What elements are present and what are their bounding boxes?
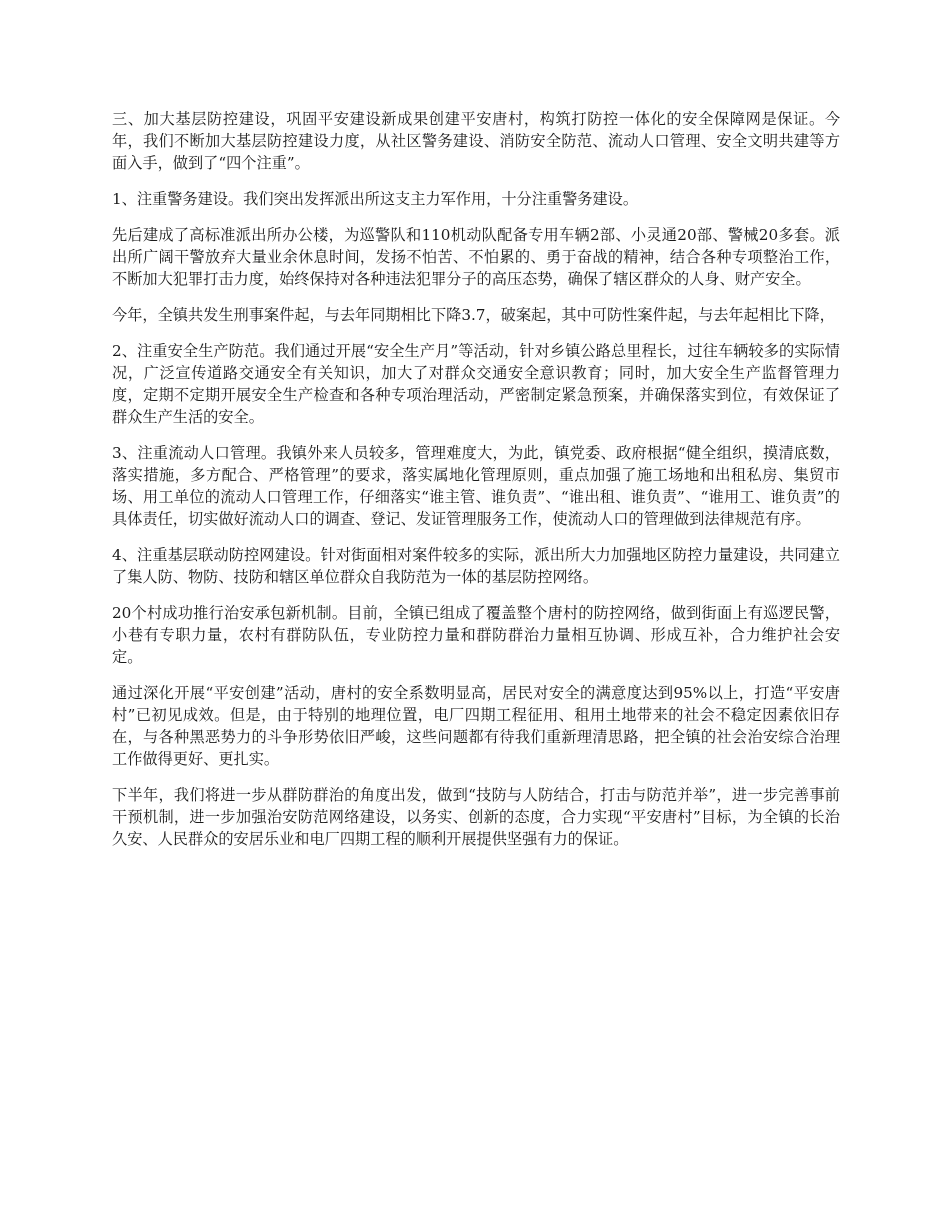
paragraph-safe-creation: 通过深化开展“平安创建”活动，唐村的安全系数明显高，居民对安全的满意度达到95%以上，打造“平安唐村”已初见成效。但是，由于特别的地理位置，电厂四期工程征用、租用土地带来的社会不稳定因素依旧存在，与各种黑恶势力的斗争形势依旧严峻，这些问题都有待我们重新理清思路，把全镇的社会治安综合治理工作做得更好、更扎实。 (112, 684, 840, 768)
paragraph-second-half-plan: 下半年，我们将进一步从群防群治的角度出发，做到“技防与人防结合，打击与防范并举”，进一步完善事前干预机制，进一步加强治安防范网络建设，以务实、创新的态度，合力实现“平安唐村”目标，为全镇的长治久安、人民群众的安居乐业和电厂四期工程的顺利开展提供坚强有力的保证。 (112, 786, 840, 848)
paragraph-police-building: 1、注重警务建设。我们突出发挥派出所这支主力军作用，十分注重警务建设。 (112, 190, 639, 208)
paragraph-floating-population: 3、注重流动人口管理。我镇外来人员较多，管理难度大，为此，镇党委、政府根据“健全组织，摸清底数，落实措施，多方配合、严格管理”的要求，落实属地化管理原则，重点加强了施工场地和出租私房、集贸市场、用工单位的流动人口管理工作，仔细落实“谁主管、谁负责”、“谁出租、谁负责”、“谁用工、谁负责”的具体责任，切实做好流动人口的调查、登记、发证管理服务工作，使流动人口的管理做到法律规范有序。 (112, 444, 840, 528)
paragraph-prevention-network: 4、注重基层联动防控网建设。针对街面相对案件较多的实际，派出所大力加强地区防控力量建设，共同建立了集人防、物防、技防和辖区单位群众自我防范为一体的基层防控网络。 (112, 546, 840, 586)
paragraph-case-stats: 今年，全镇共发生刑事案件起，与去年同期相比下降3.7，破案起，其中可防性案件起，与去年起相比下降， (112, 306, 835, 324)
paragraph-village-contract: 20个村成功推行治安承包新机制。目前，全镇已组成了覆盖整个唐村的防控网络，做到街面上有巡逻民警，小巷有专职力量，农村有群防队伍，专业防控力量和群防群治力量相互协调、形成互补，合力维护社会安定。 (112, 604, 840, 666)
paragraph-police-details: 先后建成了高标准派出所办公楼，为巡警队和110机动队配备专用车辆2部、小灵通20部、警械20多套。派出所广阔干警放弃大量业余休息时间，发扬不怕苦、不怕累的、勇于奋战的精神，结合各种专项整治工作，不断加大犯罪打击力度，始终保持对各种违法犯罪分子的高压态势，确保了辖区群众的人身、财产安全。 (112, 226, 840, 288)
paragraph-intro: 三、加大基层防控建设，巩固平安建设新成果创建平安唐村，构筑打防控一体化的安全保障网是保证。今年，我们不断加大基层防控建设力度，从社区警务建设、消防安全防范、流动人口管理、安全文明共建等方面入手，做到了“四个注重”。 (112, 110, 840, 172)
document-body (112, 108, 840, 864)
paragraph-safety-production: 2、注重安全生产防范。我们通过开展“安全生产月”等活动，针对乡镇公路总里程长，过往车辆较多的实际情况，广泛宣传道路交通安全有关知识，加大了对群众交通安全意识教育；同时，加大安全生产监督管理力度，定期不定期开展安全生产检查和各种专项治理活动，严密制定紧急预案，并确保落实到位，有效保证了群众生产生活的安全。 (112, 342, 840, 426)
